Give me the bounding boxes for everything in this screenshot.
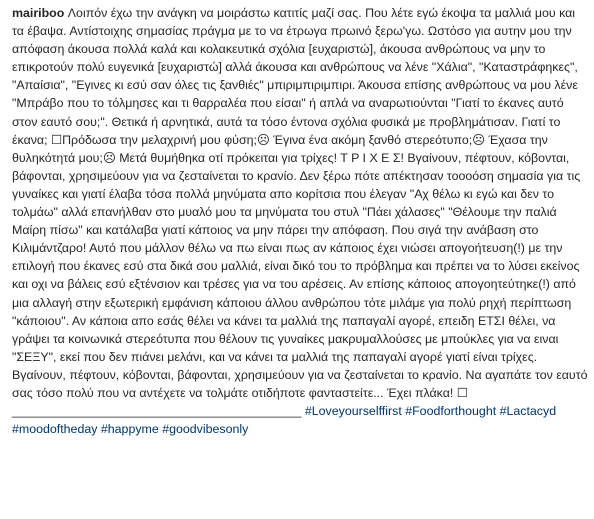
hashtag-link[interactable]: #happyme [100,422,159,437]
hashtag-link[interactable]: #Lactacyd [499,404,557,419]
hashtag-link[interactable]: #Foodforthought [405,404,497,419]
hashtag-link[interactable]: #moodoftheday [12,422,98,437]
username-link[interactable]: mairiboo [12,6,65,20]
hashtag-link[interactable]: #goodvibesonly [162,422,249,437]
caption-text: Λοιπόν έχω την ανάγκη να μοιράστω κατιτίς μαζί σας. Που λέτε εγώ έκοψα τα μαλλιά μου και τα έβαψα. Αντίστοιχης σημασίας πράγμα με το να έτρωγα πρωινό ξερω'γω. Ωστόσο για αυτην μου την απόφαση άκουσα πολλά καλά και κολακευτικά σχόλια [ευχαριστώ], άκουσα ανθρώπους να μην το επικροτούν πολύ ευγενικά [ευχαριστώ] αλλά άκουσα και ανθρώπους να λένε "Χάλια", "Καταστράφηκες", "Απαίσια", "Εγινες κι εσύ σαν όλες τις ξανθιές" μπιριμπιριμπιρι. Άκουσα επίσης ανθρώπους να μου λένε "Μπράβο που το τόλμησες και τι θαρραλέα που είσαι" ή απλά να αναρωτιούνται "Γιατί το έκανες αυτό στον εαυτό σου;". Θετικά ή αρνητικά, αυτά τα τόσο έντονα σχόλια φυσικά με προβλημάτισαν. Γιατί το έκανα; ☐Πρόδωσα την μελαχρινή μου φύση;☹ Έγινα ένα ακόμη ξανθό στερεότυπο;☹ Έχασα την θυληκότητά μου;☹ Μετά θυμήθηκα οτί πρόκειται για τρίχες! Τ Ρ Ι Χ Ε Σ! Βγαίνουν, πέφτουν, κόβονται, βάφονται, χρησιμεύουν για να ζεσταίνεται το κρανίο. Δεν ξέρω πότε απέκτησαν τοοοόση σημασία για τις γυναίκες και γιατί έλαβα τόσα πολλά μηνύματα απο κορίτσια που έλεγαν "Αχ θέλω κι εγώ και δεν το τολμάω" αλλά επανήλθαν στο μυαλό μου τα μηνύματα του στυλ "Πάει χάλασες" "Θέλουμε την παλιά Μαίρη πίσω" και κατάλαβα γιατί κάποιος να μην πάρει την απόφαση. Που σιγά την ανάβαση στο Κιλιμάντζαρο! Αυτό που μάλλον θέλω να πω είναι πως αν κάποιος έχει νιώσει απογοήτευση(!) με την επιλογή που έκανες εσύ στα δικά σου μαλλιά, είναι δικό του το πρόβλημα και πρέπει να το λύσει εκείνος και οχι να βάλεις εσύ εξτένσιον και τρέσες για να του αρέσεις. Αν επίσης κάποιος απογοητεύτηκε(!) από μια αλλαγή στην εξωτερική εμφάνιση κάποιου άλλου ανθρώπου τότε μιλάμε για πολύ ρηχή περίπτωση "κάποιου". Αν κάποια απο εσάς θέλει να κάνει τα μαλλιά της παπαγαλί αγορέ, επειδη ΕΤΣΙ θέλει, να γράψει τα κοινωνικά στερεότυπα που θέλουν τις γυναίκες μακρυμαλλούσες με μπούκλες για να ειναι "ΣΕΞΥ", εκεί που δεν πιάνει μελάνι, και να κάνει τα μαλλιά της παπαγαλί αγορέ γιατί είναι τρίχες. Βγαίνουν, πέφτουν, κόβονται, βάφονται, χρησιμεύουν για να ζεσταίνεται το κρανίο. Να αγαπάτε τον εαυτό σας τόσο πολύ που να αντέχετε να τολμάτε οτιδήποτε φανταστείτε... Έχει πλάκα! ☐ __________________________________________ [12,6,588,419]
post-caption [12,4,588,438]
hashtag-link[interactable]: #Loveyourselffirst [304,404,402,419]
